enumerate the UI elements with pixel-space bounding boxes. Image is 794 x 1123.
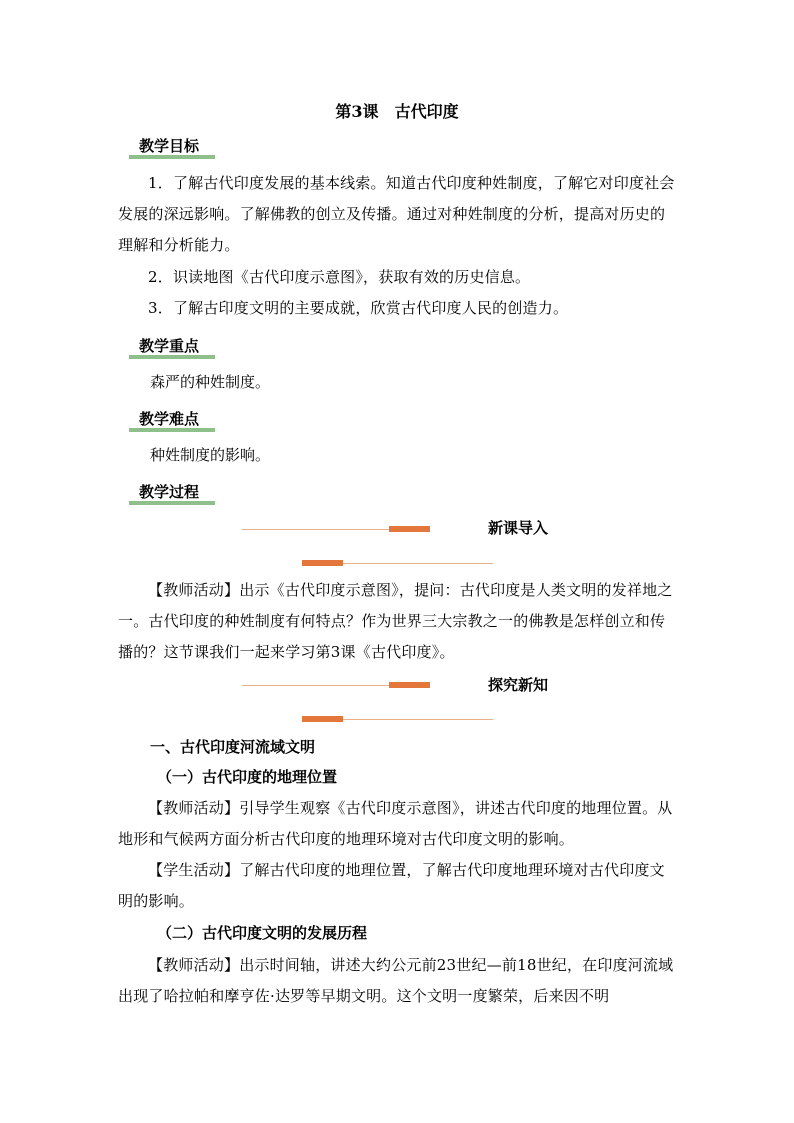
- section-heading-difficult: [129, 410, 215, 432]
- divider-line: [242, 685, 392, 686]
- section-heading-label: 教学目标: [139, 137, 200, 155]
- lesson-name: 古代印度: [394, 102, 459, 121]
- part1-title: 一、古代印度河流域文明: [150, 738, 316, 756]
- divider-block: [302, 716, 343, 722]
- key-point-text: 森严的种姓制度。: [150, 373, 271, 391]
- section-heading-goals: [129, 137, 215, 159]
- sub1-title: （一）古代印度的地理位置: [157, 768, 338, 786]
- section-heading-label: 教学重点: [139, 337, 200, 355]
- divider-block: [389, 682, 430, 688]
- section-heading-label: 教学难点: [139, 410, 200, 428]
- divider-block: [302, 560, 343, 566]
- divider-line: [343, 563, 493, 564]
- explore-heading: 探究新知: [488, 676, 549, 694]
- goal-item-2: 2．识读地图《古代印度示意图》，获取有效的历史信息。: [148, 268, 531, 286]
- divider-line: [242, 529, 392, 530]
- sub1-student-activity: 【学生活动】了解古代印度的地理位置，了解古代印度地理环境对古代印度文明的影响。: [118, 861, 665, 910]
- section-heading-bar: [129, 355, 215, 359]
- goal-item-3: 3．了解古印度文明的主要成就，欣赏古代印度人民的创造力。: [148, 299, 569, 317]
- section-heading-bar: [129, 155, 215, 159]
- section-heading-bar: [129, 428, 215, 432]
- section-heading-bar: [129, 501, 215, 505]
- section-heading-key: [129, 337, 215, 359]
- difficult-point-text: 种姓制度的影响。: [150, 446, 271, 464]
- section-heading-label: 教学过程: [139, 483, 200, 501]
- lesson-number: 第3课: [335, 102, 379, 121]
- sub2-teacher-activity: 【教师活动】出示时间轴，讲述大约公元前23世纪—前18世纪，在印度河流域出现了哈拉帕和摩亨佐·达罗等早期文明。这个文明一度繁荣，后来因不明: [118, 956, 674, 1005]
- divider-block: [389, 526, 430, 532]
- intro-text: 【教师活动】出示《古代印度示意图》，提问：古代印度是人类文明的发祥地之一。古代印度的种姓制度有何特点？作为世界三大宗教之一的佛教是怎样创立和传播的？这节课我们一起来学习第3课《古代印度》。: [118, 581, 673, 661]
- page-title: [0, 101, 794, 123]
- divider-line: [343, 719, 493, 720]
- sub1-teacher-activity: 【教师活动】引导学生观察《古代印度示意图》，讲述古代印度的地理位置。从地形和气候两方面分析古代印度的地理环境对古代印度文明的影响。: [118, 799, 673, 848]
- intro-heading: 新课导入: [488, 519, 549, 537]
- sub2-title: （二）古代印度文明的发展历程: [157, 924, 368, 942]
- section-heading-process: [129, 483, 215, 505]
- goal-item-1: 1．了解古代印度发展的基本线索。知道古代印度种姓制度，了解它对印度社会发展的深远影响。了解佛教的创立及传播。通过对种姓制度的分析，提高对历史的理解和分析能力。: [118, 174, 675, 254]
